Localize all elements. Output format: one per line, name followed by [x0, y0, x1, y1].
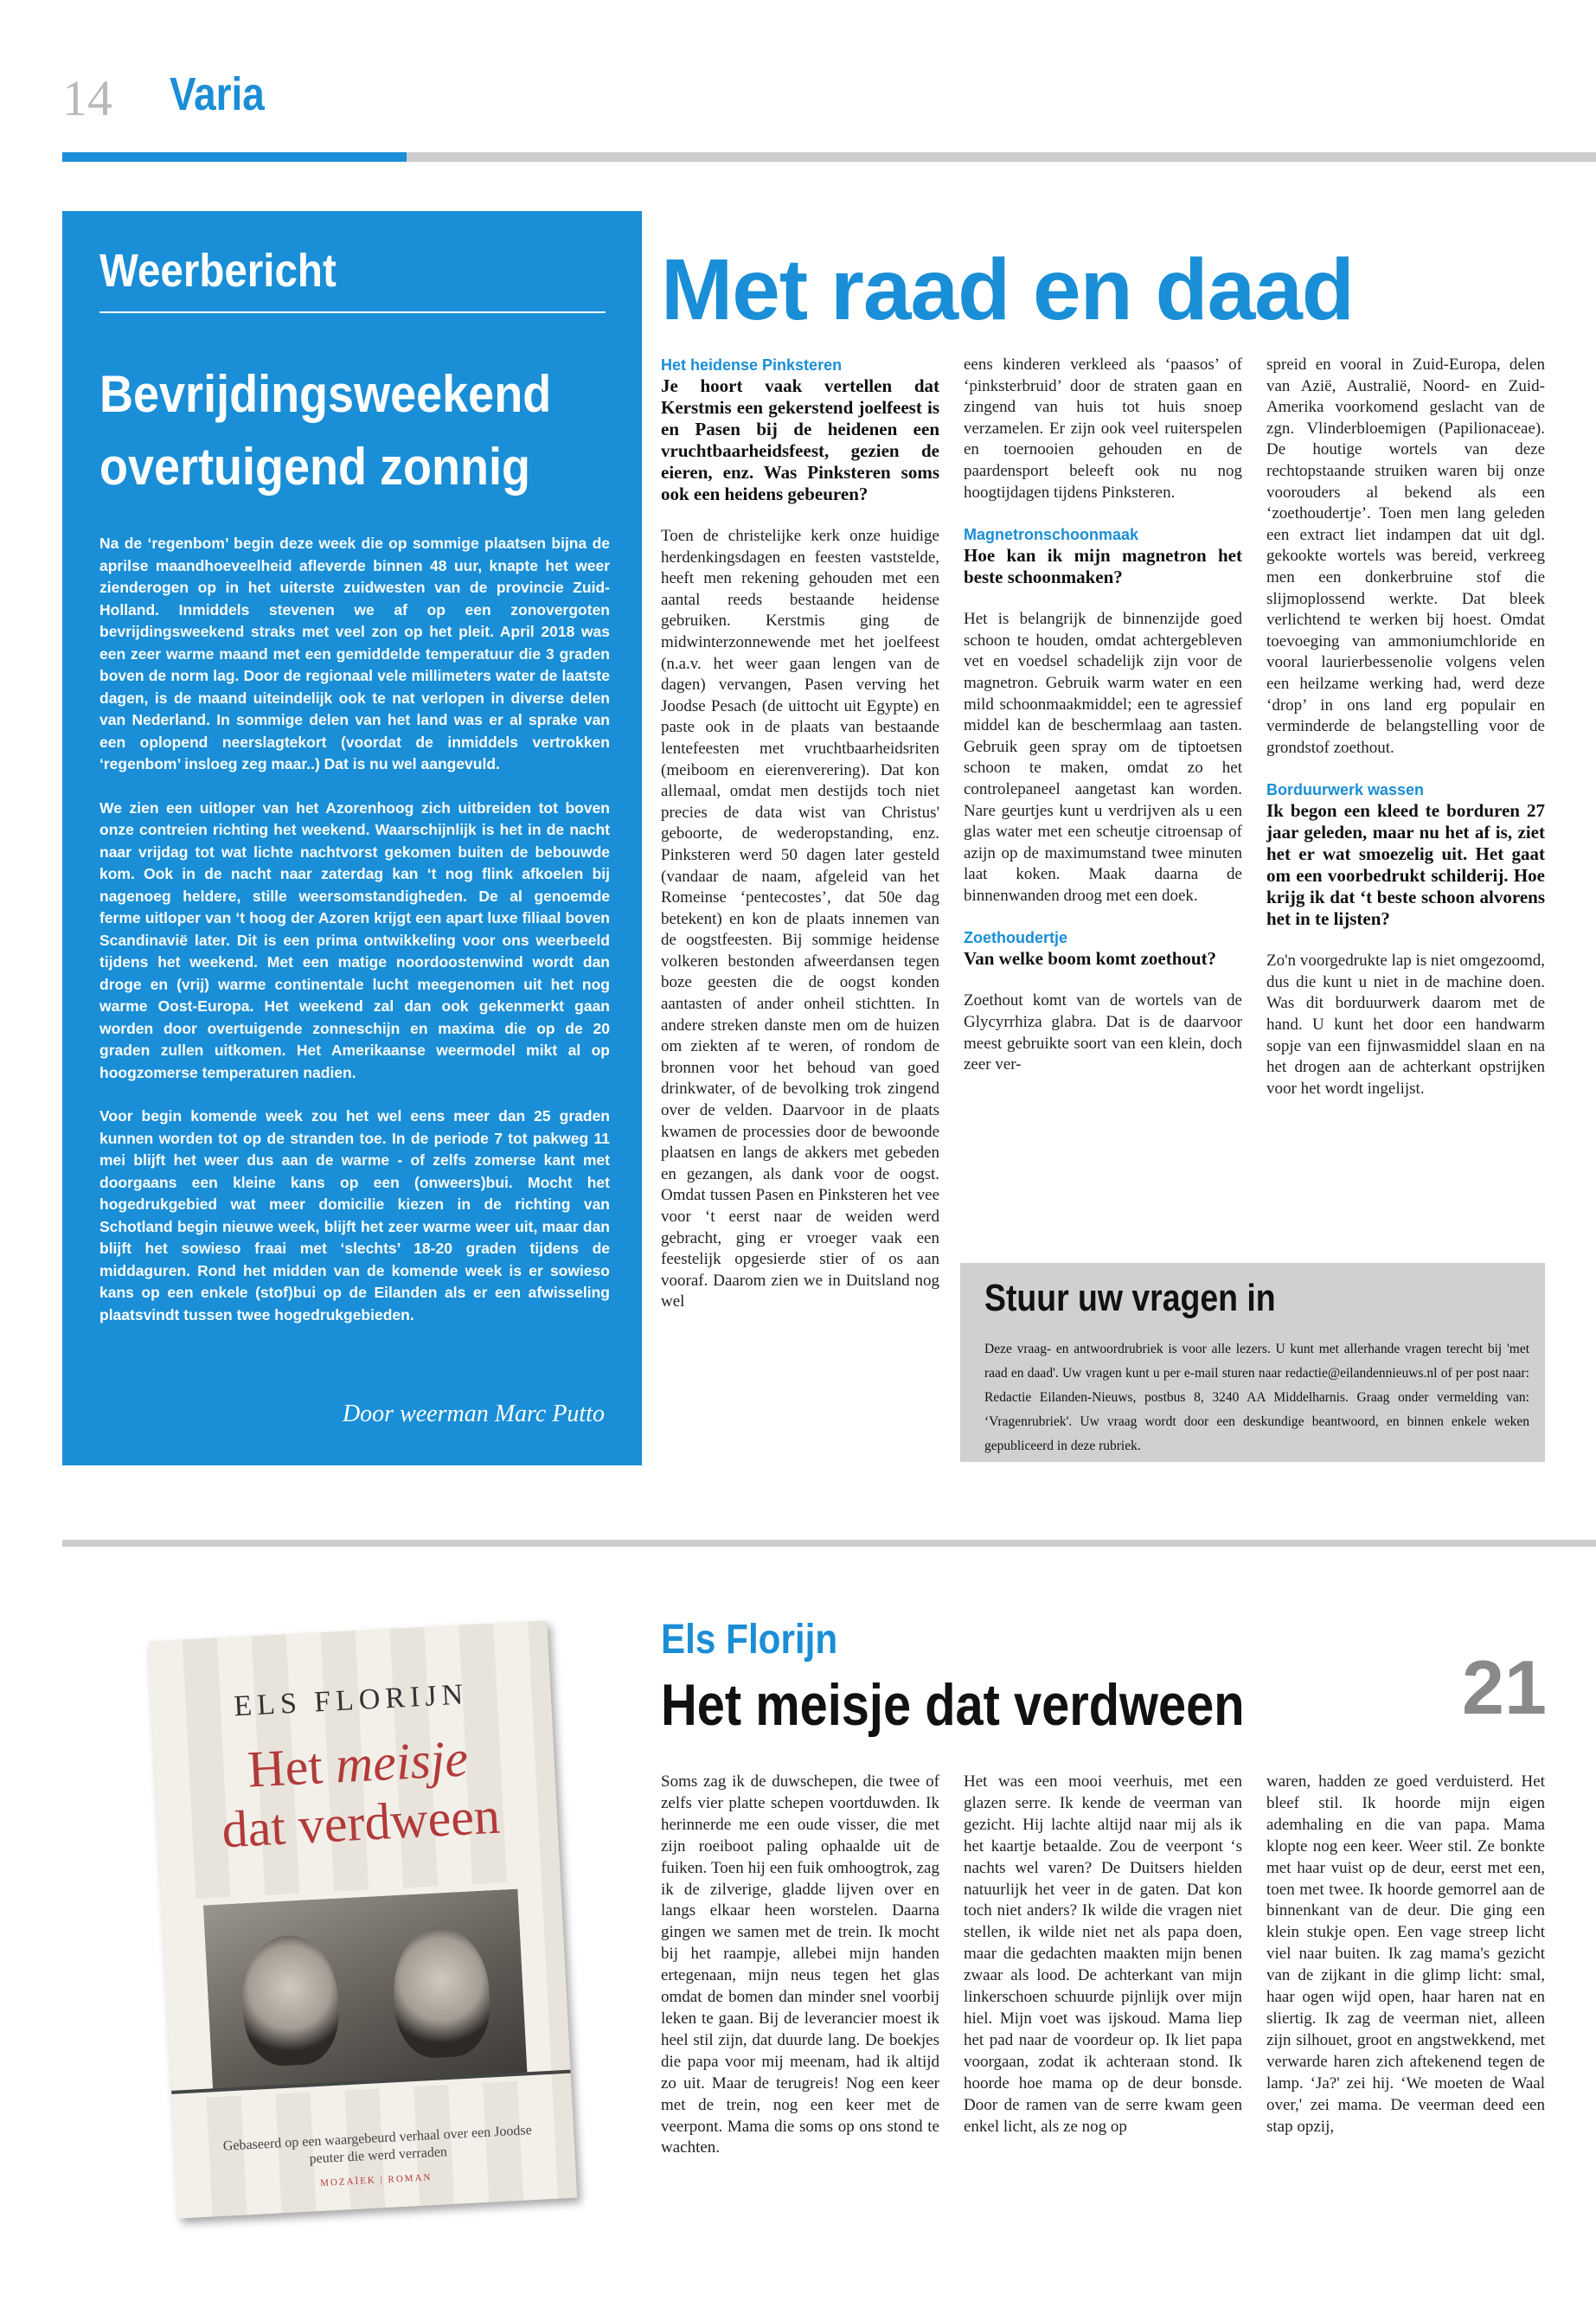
advice-column-2	[964, 355, 1242, 1097]
cover-subtitle: Gebaseerd op een waargebeurd verhaal over een Joodse peuter die werd verraden	[222, 2123, 533, 2167]
weather-paragraph: Voor begin komende week zou het wel eens meer dan 25 graden kunnen worden tot op de stranden toe. In de periode 7 tot pakweg 11 mei blijft het weer dus aan de warme - of zelfs zomerse kant met doorgaans een kleine kans op een (onweers)bui. Mocht het hogedrukgebied wat meer domicilie kiezen in de richting van Schotland begin nieuwe week, blijft het zeer warme weer uit, maar dan blijft het sowieso fraai met ‘slechts’ 18-20 graden tijdens de middaguren. Rond het midden van de komende week is er sowieso kans op een enkele (stof)bui op de Eilanden als er een afwisseling plaatsvindt tussen twee hogedrukgebieden.	[99, 1107, 610, 1324]
cover-girl-left	[240, 1933, 342, 2068]
advice-subhead: Het heidense Pinksteren	[661, 356, 843, 374]
weather-headline: Bevrijdingsweekend overtuigend zonnig	[99, 365, 552, 496]
submit-questions-box	[960, 1263, 1545, 1462]
weather-byline: Door weerman Marc Putto	[342, 1400, 605, 1427]
advice-subhead: Magnetronschoonmaak	[964, 526, 1139, 544]
weather-box	[62, 211, 642, 1465]
cover-photo	[195, 1881, 535, 2098]
serial-column-3: waren, hadden ze goed verduisterd. Het bleef stil. Ik hoorde mijn eigen ademhaling en die van papa. Mama klopte nog een keer. Weer stil. Ze bonkte met haar vuist op de deur, eerst met een, toen met twee. Ik hoorde gemorrel aan de binnenkant van de deur. Die ging een klein stukje open. Een vage streep licht viel naar buiten. Ik zag mama's gezicht van de zijkant in die glimp licht: smal, haar ogen wijd open, haar haren nat en sliertig. Ik zag de veerman niet, alleen zijn silhouet, groot en angstwekkend, met verwarde haren zich aftekenend tegen de lamp. ‘Ja?' zei hij. ‘We moeten de Waal over,' zei mama. De veerman deed een stap opzij,	[1266, 1772, 1545, 2136]
cover-author: ELS FLORIJN	[233, 1678, 469, 1723]
cover-title	[188, 1726, 531, 1861]
advice-answer: Toen de christelijke kerk onze huidige herdenkingsdagen en feesten vaststelde, heeft men rekening gehouden met een aantal reeds bestaande heidense gebruiken. Kerstmis ging de midwinterzonnewende met het joelfeest (n.a.v. het weer gaan lengen van de dagen) vervangen, Pasen verving het Joodse Pesach (de uittocht uit Egypte) en paste ook in de plaats van bestaande lentefeesten met vruchtbaarheidsriten (meiboom en eierenverering). Dat kon allemaal, omdat men destijds toch niet precies de data wist van Christus' geboorte, de wederopstanding, enz. Pinksteren werd 50 dagen later gesteld (vandaar de naam, afgeleid van het Romeinse ‘pentecostes’, dat 50e dag betekent) en kon de plaats innemen van de oogstfeesten. Bij sommige heidense volkeren bestonden afweerdansen tegen boze geesten die de oogst konden aantasten of ander onheil stichtten. In andere streken danste men om de huizen om ziekten af te weren, of rondom de bronnen voor het behoud van goed drinkwater, of de bevolking trok zingend over de velden. Daarvoor in de plaats kwamen de processies door de bewoonde plaatsen en langs de akkers met gebeden en gezangen, als dank voor de oogst. Omdat tussen Pasen en Pinksteren het vee voor ‘t eerst naar de weiden werd gebracht, ging er vroeger vaak een feestelijk opgesierde stier of os aan vooraf. Daarom zien we in Duitsland nog wel	[661, 527, 939, 1311]
submit-title: Stuur uw vragen in	[984, 1277, 1276, 1319]
advice-subhead: Borduurwerk wassen	[1266, 781, 1425, 799]
book-cover	[148, 1620, 577, 2218]
advice-question: Hoe kan ik mijn magnetron het beste schoonmaken?	[964, 545, 1242, 588]
submit-text: Deze vraag- en antwoordrubriek is voor alle lezers. U kunt met allerhande vragen terecht bij 'met raad en daad'. Uw vragen kunt u per e-mail sturen naar redactie@eilandennieuws.nl of per post naar: Redactie Eilanden-Nieuws, postbus 8, 3240 AA Middelharnis. Graag onder vermelding van: ‘Vragenrubriek'. Uw vraag wordt door een deskundige beantwoord, en binnen enkele weken gepubliceerd in deze rubriek.	[984, 1342, 1529, 1453]
advice-column-1	[661, 355, 939, 1334]
advice-subhead: Zoethoudertje	[964, 929, 1067, 947]
header-rule-accent	[62, 152, 407, 162]
cover-title-italic: meisje	[334, 1729, 470, 1794]
header-rule	[407, 152, 1596, 162]
weather-paragraph: We zien een uitloper van het Azorenhoog zich uitbreiden tot boven onze contreien richting het weekend. Waarschijnlijk is het in de nacht naar vrijdag tot wat lichte nachtvorst gekomen buiten de bebouwde kom. Ook in de nacht naar zaterdag kan ‘t nog flink afkoelen bij nagenoeg heldere, stille weersomstandigheden. De al genoemde ferme uitloper van ‘t hoog der Azoren krijgt een apart luxe filiaal boven Scandinavië later. Dit is een prima ontwikkeling voor ons weerbeeld tijdens het weekend. Met een matige noordoostenwind wordt dan droge en (vrij) warme continentale lucht meegenomen uit het nog warme Oost-Europa. Het weekend zal dan ook gekenmerkt gaan worden door overtuigende zonneschijn en maxima die op de 20 graden zullen uitkomen. Het Amerikaanse weermodel mikt al op hoogzomerse temperaturen nadien.	[99, 798, 610, 1081]
advice-answer: Het is belangrijk de binnenzijde goed schoon te houden, omdat achtergebleven vet en voedsel schadelijk zijn voor de magnetron. Gebruik warm water en een mild schoonmaakmiddel; een te agressief middel kan de beschermlaag aan tasten. Gebruik geen spray om de tiptoetsen schoon te maken, omdat zo het controlepaneel aangetast kan worden. Nare geurtjes kunt u verdrijven als u een glas water met een scheutje citroensap of azijn op de maximumstand twee minuten laat koken. Maak daarna de binnenwanden droog met een doek.	[964, 610, 1242, 905]
serial-column-2: Het was een mooi veerhuis, met een glazen serre. Ik kende de veerman van gezicht. Hij lachte altijd naar mij als ik het kaartje betaalde. Zou de veerpont ‘s nachts wel varen? De Duitsers hielden natuurlijk het veer in de gaten. Dat kon toch niet anders? Ik wilde die vragen niet stellen, ik wilde niet net als papa doen, maar die gedachten maakten mijn benen zwaar als lood. De achterkant van mijn linkerschoen schuurde pijnlijk over mijn hiel. Mijn voet was ijskoud. Mama liep het pad naar de voordeur op. Ik liet papa voorgaan, zodat ik achteraan stond. Ik hoorde hoe mama op de deur bonsde. Door de ramen van de serre kwam geen enkel licht, als ze nog op	[964, 1772, 1242, 2136]
weather-body	[99, 533, 610, 1348]
advice-question: Je hoort vaak vertellen dat Kerstmis een gekerstend joelfeest is en Pasen bij de heidenen een vruchtbaarheidsfeest, gezien de eieren, enz. Was Pinksteren soms ook een heidens gebeuren?	[661, 375, 939, 504]
section-title: Varia	[170, 68, 265, 120]
cover-publisher: MOZAÏEK | ROMAN	[319, 2172, 433, 2189]
cover-title-part: dat verdween	[220, 1786, 502, 1859]
weather-paragraph: Na de ‘regenbom’ begin deze week die op sommige plaatsen bijna de aprilse maandhoeveelheid afleverde binnen 48 uur, knapte het weer zienderogen op in het uiterste zuidwesten van de provincie Zuid-Holland. Inmiddels stevenen we af op een zonovergoten bevrijdingsweekend straks met veel zon op het pleit. April 2018 was een zeer warme maand met een gemiddelde temperatuur die 3 graden boven de norm lag. Door de regionaal vele millimeters water de laatste dagen, is de maand uiteindelijk ook te nat verlopen in diverse delen van Nederland. In sommige delen van het land was er al sprake van een oplopend neerslagtekort (voordat de inmiddels vertrokken ‘regenbom’ insloeg zeg maar..) Dat is nu wel aangevuld.	[99, 535, 610, 772]
serial-column-1: Soms zag ik de duwschepen, die twee of zelfs vier platte schepen voortduwden. Ik herinnerde me een oude visser, die met zijn roeiboot paling ophaalde uit de fuiken. Toen hij een fuik omhoogtrok, zag ik de zilverige, gladde lijven over en langs elkaar heen worstelen. Daarna gingen we samen met de trein. Ik mocht bij het raampje, allebei mijn handen ertegenaan, mijn neus tegen het glas omdat de bomen dan minder snel voorbij leken te gaan. Bij de leverancier moest ik heel stil zijn, dat duurde lang. De boekjes die papa voor mij meenam, had ik altijd zo uit. Maar de terugreis! Nog een keer met de trein, nog een keer met de veerpont. Mama die soms op ons stond te wachten.	[661, 1772, 939, 2157]
serial-title: Het meisje dat verdween	[661, 1672, 1245, 1738]
serial-author: Els Florijn	[661, 1617, 838, 1663]
advice-answer: Zoethout komt van de wortels van de Glycyrrhiza glabra. Dat is de daarvoor meest gebruikte soort van een klein, doch zeer ver-	[964, 991, 1242, 1074]
section-divider	[62, 1540, 1596, 1547]
weather-rule	[99, 311, 606, 313]
page-number: 14	[62, 70, 112, 126]
cover-girl-right	[391, 1926, 493, 2061]
advice-column-3	[1266, 355, 1545, 1120]
advice-answer: spreid en vooral in Zuid-Europa, delen van Azië, Australië, Noord- en Zuid-Amerika voorkomend geslacht van de zgn. Vlinderbloemigen (Papilionaceae). De houtige wortels van deze rechtopstaande struiken waren bij onze voorouders al bekend als een ‘zoethoudertje’. Toen men lang geleden een extract liet indampen dat uit dgl. gekookte wortels was bereid, verkreeg men een donkerbruine stof die slijmoplossend werkte. Dat bleek verlichtend te werken bij hoest. Omdat toevoeging van ammoniumchloride en vooral laurierbessenolie volgens velen een heilzame werking had, werd deze ‘drop’ in ons land erg populair en verminderde de belangstelling voor de grondstof zoethout.	[1266, 356, 1545, 757]
serial-episode: 21	[1462, 1644, 1547, 1730]
advice-answer: eens kinderen verkleed als ‘paasos’ of ‘pinksterbruid’ door de straten gaan en zingend van huis tot huis snoep verzamelen. Er zijn ook veel ruiterspelen en toernooien gehouden en de paardensport beleeft ook nu nog hoogtijdagen tijdens Pinksteren.	[964, 356, 1242, 502]
advice-question: Ik begon een kleed te borduren 27 jaar geleden, maar nu het af is, ziet het er wat smoezelig uit. Het gaat om een voorbedrukt schilderij. Hoe krijg ik dat ‘t beste schoon alvorens het in te lijsten?	[1266, 800, 1545, 930]
cover-title-part: Het	[246, 1736, 337, 1798]
advice-answer: Zo'n voorgedrukte lap is niet omgezoomd, dus die kunt u niet in de machine doen. Was dit borduurwerk daarom met de hand. U kunt het door een handwarm sopje van een fijnwasmiddel slaan en na het drogen aan de achterkant opstrijken voor het wordt ingelijst.	[1266, 952, 1545, 1098]
weather-kicker: Weerbericht	[99, 245, 337, 297]
advice-headline: Met raad en daad	[661, 241, 1354, 338]
advice-question: Van welke boom komt zoethout?	[964, 948, 1217, 970]
